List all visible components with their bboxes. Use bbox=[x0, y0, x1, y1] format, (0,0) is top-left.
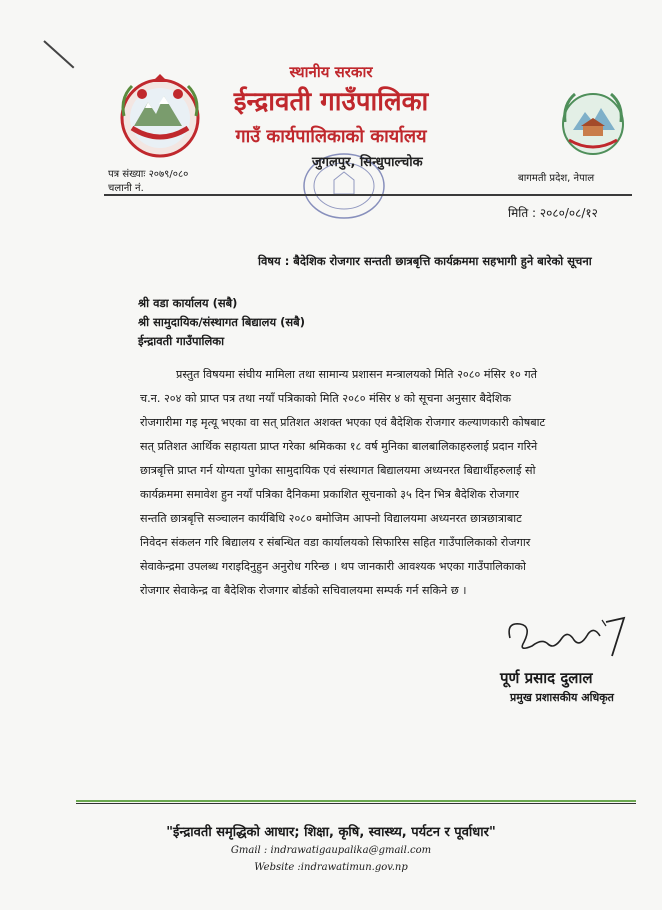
body-line: रोजगारीमा गइ मृत्यू भएका वा सत् प्रतिशत अशक्त भएका एवं बैदेशिक रोजगार कल्याणकारी कोषबाट bbox=[140, 416, 546, 429]
signatory-name: पूर्ण प्रसाद दुलाल bbox=[500, 669, 593, 687]
body-line: निवेदन संकलन गरि बिद्यालय र संबन्धित वडा कार्यालयको सिफारिस सहित गाउँपालिकाको रोजगार bbox=[140, 536, 531, 549]
body-line: छात्रबृत्ति प्राप्त गर्न योग्यता पुगेका सामुदायिक एवं संस्थागत बिद्यालयमा अध्यनरत बिद्यार्थीहरुलाई सो bbox=[140, 464, 536, 477]
footer-divider bbox=[76, 803, 636, 804]
reference-number: पत्र संख्याः २०७९/०८० bbox=[108, 169, 189, 180]
body-line: सेवाकेन्द्रमा उपलब्ध गराइदिनुहुन अनुरोध गरिन्छ । थप जानकारी आवश्यक भएका गाउँपालिकाको bbox=[140, 560, 526, 573]
footer-website: Website :indrawatimun.gov.np bbox=[254, 862, 408, 873]
letter-subject: विषय : बैदेशिक रोजगार सन्तती छात्रबृत्ति कार्यक्रममा सहभागी हुने बारेको सूचना bbox=[258, 254, 592, 268]
signatory-title: प्रमुख प्रशासकीय अधिकृत bbox=[510, 691, 614, 704]
office-address: जुगलपुर, सिन्धुपाल्चोक bbox=[312, 155, 423, 170]
footer-motto: "ईन्द्रावती समृद्धिको आधार; शिक्षा, कृषि, स्वास्थ्य, पर्यटन र पूर्वाधार" bbox=[166, 825, 496, 840]
footer-divider-green bbox=[76, 800, 636, 802]
government-level: स्थानीय सरकार bbox=[289, 63, 373, 81]
body-line: सन्तति छात्रबृत्ति सञ्चालन कार्यबिधि २०८० बमोजिम आफ्नो विद्यालयमा अध्यनरत छात्रछात्राबाट bbox=[140, 512, 522, 525]
body-line: प्रस्तुत विषयमा संघीय मामिला तथा सामान्य प्रशासन मन्त्रालयको मिति २०८० मंसिर १० गते bbox=[176, 368, 538, 381]
dispatch-number: चलानी नं. bbox=[108, 183, 144, 194]
addressee-ward-office: श्री वडा कार्यालय (सबै) bbox=[138, 296, 238, 310]
body-line: कार्यक्रममा समावेश हुन नयाँ पत्रिका दैनिकमा प्रकाशित सूचनाको ३५ दिन भित्र बैदेशिक रोजगार bbox=[140, 488, 519, 501]
handwritten-signature bbox=[502, 608, 632, 664]
province: बागमती प्रदेश, नेपाल bbox=[518, 173, 595, 184]
addressee-municipality: ईन्द्रावती गाउँपालिका bbox=[138, 334, 225, 348]
addressee-schools: श्री सामुदायिक/संस्थागत बिद्यालय (सबै) bbox=[138, 315, 305, 329]
body-line: सत् प्रतिशत आर्थिक सहायता प्राप्त गरेका श्रमिकका १८ वर्ष मुनिका बालबालिकाहरुलाई प्रदान गरिने bbox=[140, 440, 538, 453]
body-line: च.न. २०४ को प्राप्त पत्र तथा नयाँ पत्रिकाको मिति २०८० मंसिर ४ को सूचना अनुसार बैदेशिक bbox=[140, 392, 511, 405]
body-line: रोजगार सेवाकेन्द्र वा बैदेशिक रोजगार बोर्डको सचिवालयमा सम्पर्क गर्न सकिने छ । bbox=[140, 584, 467, 597]
office-name: गाउँ कार्यपालिकाको कार्यालय bbox=[235, 126, 427, 147]
letter-date: मिति : २०८०/०८/१२ bbox=[508, 206, 598, 220]
header-divider bbox=[104, 194, 632, 196]
municipality-title: ईन्द्रावती गाउँपालिका bbox=[233, 87, 429, 117]
footer-email: Gmail : indrawatigaupalika@gmail.com bbox=[230, 845, 432, 856]
